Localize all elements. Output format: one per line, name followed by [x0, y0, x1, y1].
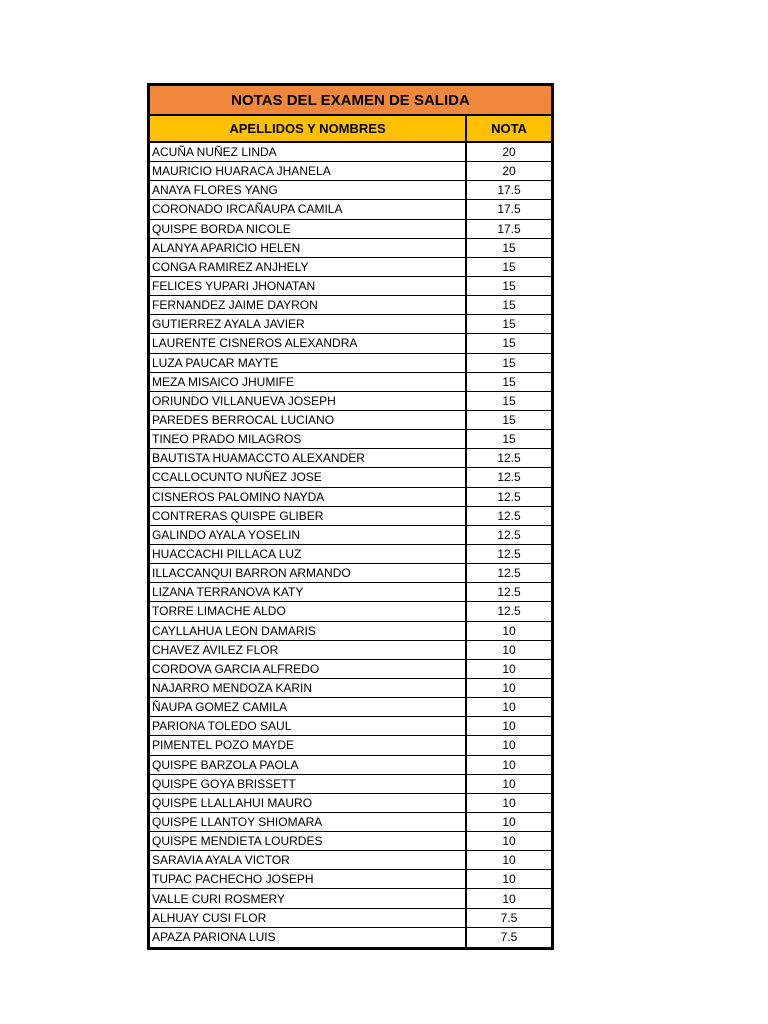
- grade-cell: 10: [502, 872, 516, 887]
- student-name-cell: ORIUNDO VILLANUEVA JOSEPH: [150, 392, 467, 410]
- grade-cell: 10: [502, 757, 516, 772]
- grade-cell: 15: [502, 432, 516, 447]
- table-row: [150, 641, 551, 660]
- student-name-cell: CORDOVA GARCIA ALFREDO: [150, 660, 467, 678]
- grade-cell: 7.5: [500, 930, 518, 945]
- grade-cell: 15: [502, 374, 516, 389]
- grade-cell: 15: [502, 240, 516, 255]
- table-row: [150, 564, 551, 583]
- table-row: [150, 143, 551, 162]
- table-row: [150, 622, 551, 641]
- grade-cell: 10: [502, 738, 516, 753]
- table-body: [150, 143, 551, 947]
- table-row: [150, 583, 551, 602]
- student-name-cell: NAJARRO MENDOZA KARIN: [150, 679, 467, 697]
- table-row: [150, 334, 551, 353]
- grade-cell: 10: [502, 834, 516, 849]
- table-row: [150, 526, 551, 545]
- student-name-cell: ÑAUPA GOMEZ CAMILA: [150, 698, 467, 716]
- student-name-cell: CISNEROS PALOMINO NAYDA: [150, 488, 467, 506]
- grade-cell: 10: [502, 719, 516, 734]
- table-row: [150, 449, 551, 468]
- grade-cell: 17.5: [497, 183, 521, 198]
- student-name-cell: CONGA RAMIREZ ANJHELY: [150, 258, 467, 276]
- grade-cell: 10: [502, 776, 516, 791]
- table-row: [150, 775, 551, 794]
- grade-cell: 15: [502, 317, 516, 332]
- grade-cell: 12.5: [497, 489, 521, 504]
- table-row: [150, 928, 551, 947]
- grade-cell: 17.5: [497, 202, 521, 217]
- grade-cell: 20: [502, 164, 516, 179]
- grade-cell: 10: [502, 814, 516, 829]
- grade-cell: 17.5: [497, 221, 521, 236]
- table-row: [150, 602, 551, 621]
- student-name-cell: QUISPE LLALLAHUI MAURO: [150, 794, 467, 812]
- student-name-cell: VALLE CURI ROSMERY: [150, 889, 467, 907]
- grade-cell: 15: [502, 413, 516, 428]
- grade-cell: 12.5: [497, 508, 521, 523]
- student-name-cell: TORRE LIMACHE ALDO: [150, 602, 467, 620]
- student-name-cell: HUACCACHI PILLACA LUZ: [150, 545, 467, 563]
- student-name-cell: QUISPE BORDA NICOLE: [150, 220, 467, 238]
- student-name-cell: MEZA MISAICO JHUMIFE: [150, 373, 467, 391]
- table-row: [150, 736, 551, 755]
- grade-cell: 15: [502, 259, 516, 274]
- student-name-cell: FERNANDEZ JAIME DAYRON: [150, 296, 467, 314]
- grade-cell: 12.5: [497, 547, 521, 562]
- grade-cell: 15: [502, 393, 516, 408]
- student-name-cell: CCALLOCUNTO NUÑEZ JOSE: [150, 468, 467, 486]
- table-row: [150, 315, 551, 334]
- table-row: [150, 889, 551, 908]
- student-name-cell: CORONADO IRCAÑAUPA CAMILA: [150, 200, 467, 218]
- table-row: [150, 200, 551, 219]
- student-name-cell: CHAVEZ AVILEZ FLOR: [150, 641, 467, 659]
- table-row: [150, 660, 551, 679]
- grade-cell: 10: [502, 661, 516, 676]
- table-row: [150, 430, 551, 449]
- student-name-cell: CONTRERAS QUISPE GLIBER: [150, 507, 467, 525]
- grade-cell: 15: [502, 279, 516, 294]
- table-row: [150, 468, 551, 487]
- student-name-cell: PARIONA TOLEDO SAUL: [150, 717, 467, 735]
- table-row: [150, 277, 551, 296]
- grade-cell: 10: [502, 681, 516, 695]
- grade-cell: 12.5: [497, 566, 521, 581]
- table-row: [150, 373, 551, 392]
- student-name-cell: GALINDO AYALA YOSELIN: [150, 526, 467, 544]
- grade-cell: 20: [502, 145, 516, 160]
- column-header-grade: NOTA: [467, 116, 551, 141]
- student-name-cell: BAUTISTA HUAMACCTO ALEXANDER: [150, 449, 467, 467]
- grade-cell: 15: [502, 355, 516, 370]
- table-row: [150, 239, 551, 258]
- student-name-cell: QUISPE BARZOLA PAOLA: [150, 756, 467, 774]
- student-name-cell: PIMENTEL POZO MAYDE: [150, 736, 467, 754]
- grade-cell: 12.5: [497, 604, 521, 619]
- student-name-cell: TINEO PRADO MILAGROS: [150, 430, 467, 448]
- table-row: [150, 411, 551, 430]
- table-row: [150, 698, 551, 717]
- student-name-cell: PAREDES BERROCAL LUCIANO: [150, 411, 467, 429]
- grade-cell: 10: [502, 700, 516, 715]
- student-name-cell: QUISPE MENDIETA LOURDES: [150, 832, 467, 850]
- column-header-name: APELLIDOS Y NOMBRES: [150, 116, 467, 141]
- grade-cell: 12.5: [497, 451, 521, 466]
- table-row: [150, 679, 551, 698]
- student-name-cell: QUISPE GOYA BRISSETT: [150, 775, 467, 793]
- student-name-cell: QUISPE LLANTOY SHIOMARA: [150, 813, 467, 831]
- grade-cell: 10: [502, 623, 516, 638]
- table-row: [150, 813, 551, 832]
- student-name-cell: CAYLLAHUA LEON DAMARIS: [150, 622, 467, 640]
- grade-cell: 7.5: [500, 910, 518, 925]
- table-row: [150, 392, 551, 411]
- student-name-cell: LAURENTE CISNEROS ALEXANDRA: [150, 334, 467, 352]
- table-row: [150, 354, 551, 373]
- student-name-cell: ALANYA APARICIO HELEN: [150, 239, 467, 257]
- grade-cell: 10: [502, 853, 516, 868]
- table-header-row: [150, 116, 551, 143]
- table-row: [150, 507, 551, 526]
- grade-cell: 12.5: [497, 470, 521, 485]
- table-row: [150, 851, 551, 870]
- student-name-cell: GUTIERREZ AYALA JAVIER: [150, 315, 467, 333]
- grade-cell: 10: [502, 891, 516, 906]
- student-name-cell: MAURICIO HUARACA JHANELA: [150, 162, 467, 180]
- student-name-cell: LUZA PAUCAR MAYTE: [150, 354, 467, 372]
- table-row: [150, 545, 551, 564]
- student-name-cell: ALHUAY CUSI FLOR: [150, 909, 467, 927]
- student-name-cell: ACUÑA NUÑEZ LINDA: [150, 143, 467, 161]
- grade-cell: 10: [502, 795, 516, 810]
- grades-table: [147, 83, 554, 950]
- grade-cell: 12.5: [497, 585, 521, 600]
- table-title: NOTAS DEL EXAMEN DE SALIDA: [150, 86, 551, 116]
- table-row: [150, 258, 551, 277]
- grade-cell: 12.5: [497, 527, 521, 542]
- student-name-cell: ILLACCANQUI BARRON ARMANDO: [150, 564, 467, 582]
- student-name-cell: FELICES YUPARI JHONATAN: [150, 277, 467, 295]
- table-row: [150, 220, 551, 239]
- grade-cell: 10: [502, 642, 516, 657]
- table-row: [150, 296, 551, 315]
- student-name-cell: ANAYA FLORES YANG: [150, 181, 467, 199]
- table-row: [150, 909, 551, 928]
- student-name-cell: APAZA PARIONA LUIS: [150, 928, 467, 947]
- grade-cell: 15: [502, 336, 516, 351]
- table-row: [150, 162, 551, 181]
- table-row: [150, 181, 551, 200]
- student-name-cell: LIZANA TERRANOVA KATY: [150, 583, 467, 601]
- grade-cell: 15: [502, 298, 516, 313]
- table-row: [150, 832, 551, 851]
- student-name-cell: SARAVIA AYALA VICTOR: [150, 851, 467, 869]
- table-row: [150, 794, 551, 813]
- table-row: [150, 870, 551, 889]
- table-row: [150, 756, 551, 775]
- table-row: [150, 717, 551, 736]
- student-name-cell: TUPAC PACHECHO JOSEPH: [150, 870, 467, 888]
- table-row: [150, 488, 551, 507]
